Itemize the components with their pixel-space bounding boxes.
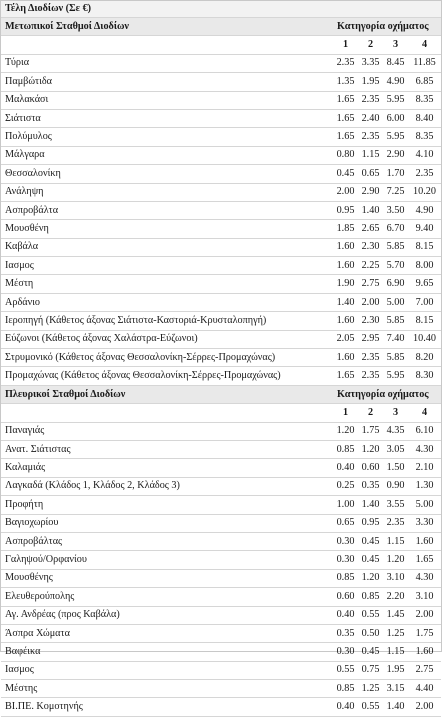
toll-price: 1.60 xyxy=(333,349,358,367)
toll-station-name: Καβάλα xyxy=(1,238,333,256)
table-row xyxy=(1,643,441,661)
toll-price: 1.65 xyxy=(333,109,358,127)
toll-price: 0.55 xyxy=(358,606,383,624)
toll-price: 2.00 xyxy=(358,293,383,311)
toll-price: 0.30 xyxy=(333,643,358,661)
category-number-row xyxy=(1,36,441,54)
toll-price: 1.20 xyxy=(383,551,408,569)
toll-price: 2.00 xyxy=(333,183,358,201)
category-number: 3 xyxy=(383,404,408,422)
toll-price: 4.30 xyxy=(408,569,441,587)
toll-price: 0.65 xyxy=(358,165,383,183)
toll-price: 8.20 xyxy=(408,349,441,367)
toll-price: 9.65 xyxy=(408,275,441,293)
toll-station-name: Ιεροπηγή (Κάθετος άξονας Σιάτιστα-Καστοριά-Κρυσταλοπηγή) xyxy=(1,312,333,330)
toll-station-name: Παμβώτιδα xyxy=(1,73,333,91)
toll-station-name: Λαγκαδά (Κλάδος 1, Κλάδος 2, Κλάδος 3) xyxy=(1,477,333,495)
table-row xyxy=(1,275,441,293)
toll-price: 1.65 xyxy=(333,91,358,109)
toll-price: 5.85 xyxy=(383,312,408,330)
toll-price: 0.95 xyxy=(333,201,358,219)
table-title: Τέλη Διοδίων (Σε €) xyxy=(1,1,441,18)
toll-price: 2.65 xyxy=(358,220,383,238)
table-row xyxy=(1,422,441,440)
toll-price: 2.35 xyxy=(358,367,383,385)
toll-price: 1.75 xyxy=(358,422,383,440)
table-row xyxy=(1,146,441,164)
toll-station-name: Άσπρα Χώματα xyxy=(1,624,333,642)
category-number: 2 xyxy=(358,404,383,422)
table-row xyxy=(1,293,441,311)
toll-price: 0.60 xyxy=(358,459,383,477)
toll-price: 0.85 xyxy=(333,569,358,587)
table-row xyxy=(1,569,441,587)
table-row xyxy=(1,238,441,256)
section-header: Μετωπικοί Σταθμοί Διοδίων xyxy=(1,18,333,36)
toll-station-name: Εύζωνοι (Κάθετος άξονας Χαλάστρα-Εύζωνοι) xyxy=(1,330,333,348)
toll-price: 0.80 xyxy=(333,146,358,164)
toll-price: 10.40 xyxy=(408,330,441,348)
table-row xyxy=(1,588,441,606)
category-number: 4 xyxy=(408,36,441,54)
toll-price: 2.00 xyxy=(408,606,441,624)
category-row-spacer xyxy=(1,36,333,54)
toll-price: 8.45 xyxy=(383,54,408,72)
toll-price: 6.85 xyxy=(408,73,441,91)
toll-price: 0.85 xyxy=(333,680,358,698)
toll-price: 1.60 xyxy=(333,312,358,330)
toll-price: 1.60 xyxy=(408,643,441,661)
toll-price: 0.50 xyxy=(358,624,383,642)
toll-price: 5.95 xyxy=(383,128,408,146)
toll-price: 4.90 xyxy=(408,201,441,219)
toll-price: 2.35 xyxy=(333,54,358,72)
toll-price: 1.30 xyxy=(408,477,441,495)
toll-price: 0.85 xyxy=(333,440,358,458)
section-header: Πλευρικοί Σταθμοί Διοδίων xyxy=(1,385,333,403)
toll-price: 6.00 xyxy=(383,109,408,127)
toll-price: 3.10 xyxy=(383,569,408,587)
toll-price: 1.65 xyxy=(408,551,441,569)
table-title-row xyxy=(1,1,441,18)
toll-station-name: Αρδάνιο xyxy=(1,293,333,311)
toll-price: 3.05 xyxy=(383,440,408,458)
toll-price: 2.75 xyxy=(408,661,441,679)
toll-price: 5.85 xyxy=(383,238,408,256)
toll-price: 11.85 xyxy=(408,54,441,72)
toll-price: 0.55 xyxy=(358,698,383,716)
toll-price: 1.25 xyxy=(358,680,383,698)
toll-station-name: Στρυμονικό (Κάθετος άξονας Θεσσαλονίκη-Σέρρες-Προμαχώνας) xyxy=(1,349,333,367)
toll-price: 8.35 xyxy=(408,128,441,146)
toll-price: 1.90 xyxy=(333,275,358,293)
table-row xyxy=(1,91,441,109)
toll-price: 0.25 xyxy=(333,477,358,495)
table-row xyxy=(1,128,441,146)
table-row xyxy=(1,73,441,91)
toll-price: 0.40 xyxy=(333,459,358,477)
toll-price: 5.95 xyxy=(383,91,408,109)
toll-price: 0.55 xyxy=(333,661,358,679)
toll-price: 0.65 xyxy=(333,514,358,532)
category-row-spacer xyxy=(1,404,333,422)
toll-price: 10.20 xyxy=(408,183,441,201)
toll-price: 8.35 xyxy=(408,91,441,109)
category-number: 4 xyxy=(408,404,441,422)
table-row xyxy=(1,220,441,238)
toll-price: 0.45 xyxy=(358,551,383,569)
toll-price: 0.75 xyxy=(358,661,383,679)
toll-price: 1.15 xyxy=(358,146,383,164)
toll-price: 1.85 xyxy=(333,220,358,238)
toll-price: 4.10 xyxy=(408,146,441,164)
toll-price: 0.40 xyxy=(333,698,358,716)
toll-price: 4.90 xyxy=(383,73,408,91)
toll-price: 3.50 xyxy=(383,201,408,219)
toll-price: 1.60 xyxy=(333,257,358,275)
toll-price: 7.25 xyxy=(383,183,408,201)
table-row xyxy=(1,257,441,275)
toll-station-name: Παναγιάς xyxy=(1,422,333,440)
category-number: 1 xyxy=(333,36,358,54)
category-label: Κατηγορία οχήματος xyxy=(333,385,441,403)
toll-price: 3.55 xyxy=(383,496,408,514)
toll-station-name: Ιασμος xyxy=(1,661,333,679)
toll-station-name: Ανάληψη xyxy=(1,183,333,201)
toll-price: 2.90 xyxy=(358,183,383,201)
table-row xyxy=(1,440,441,458)
toll-price: 0.35 xyxy=(333,624,358,642)
toll-station-name: Μαλακάσι xyxy=(1,91,333,109)
toll-price: 0.60 xyxy=(333,588,358,606)
table-row xyxy=(1,459,441,477)
toll-station-name: Ανατ. Σιάτιστας xyxy=(1,440,333,458)
toll-price: 3.35 xyxy=(358,54,383,72)
toll-station-name: Ασπροβάλτα xyxy=(1,201,333,219)
toll-price: 8.15 xyxy=(408,238,441,256)
toll-price: 5.00 xyxy=(408,496,441,514)
toll-price: 2.75 xyxy=(358,275,383,293)
category-number-row xyxy=(1,404,441,422)
toll-price: 4.35 xyxy=(383,422,408,440)
toll-price: 8.30 xyxy=(408,367,441,385)
toll-price: 2.90 xyxy=(383,146,408,164)
toll-price: 3.15 xyxy=(383,680,408,698)
table-row xyxy=(1,312,441,330)
table-row xyxy=(1,477,441,495)
toll-price: 2.35 xyxy=(358,349,383,367)
table-row xyxy=(1,624,441,642)
table-row xyxy=(1,183,441,201)
table-row xyxy=(1,330,441,348)
table-row xyxy=(1,54,441,72)
toll-station-name: Βαφέικα xyxy=(1,643,333,661)
toll-price: 1.20 xyxy=(333,422,358,440)
table-row xyxy=(1,698,441,716)
toll-price: 1.95 xyxy=(358,73,383,91)
toll-station-name: Σιάτιστα xyxy=(1,109,333,127)
toll-price: 2.35 xyxy=(358,91,383,109)
toll-price: 2.10 xyxy=(408,459,441,477)
category-number: 1 xyxy=(333,404,358,422)
toll-station-name: Βαγιοχωρίου xyxy=(1,514,333,532)
toll-price: 9.40 xyxy=(408,220,441,238)
toll-price: 4.30 xyxy=(408,440,441,458)
toll-price: 3.10 xyxy=(408,588,441,606)
toll-price: 2.25 xyxy=(358,257,383,275)
table-row xyxy=(1,532,441,550)
toll-station-name: Μάλγαρα xyxy=(1,146,333,164)
toll-price: 2.95 xyxy=(358,330,383,348)
toll-station-name: Πολύμυλος xyxy=(1,128,333,146)
toll-price: 1.60 xyxy=(408,532,441,550)
toll-price: 2.00 xyxy=(408,698,441,716)
table-row xyxy=(1,109,441,127)
toll-price: 0.45 xyxy=(358,532,383,550)
toll-price: 0.85 xyxy=(358,588,383,606)
table-row xyxy=(1,661,441,679)
toll-price: 1.40 xyxy=(358,496,383,514)
toll-price: 1.45 xyxy=(383,606,408,624)
toll-price: 0.35 xyxy=(358,477,383,495)
toll-station-name: ΒΙ.ΠΕ. Κομοτηνής xyxy=(1,698,333,716)
toll-price: 5.95 xyxy=(383,367,408,385)
toll-price: 8.00 xyxy=(408,257,441,275)
toll-price: 1.15 xyxy=(383,532,408,550)
table-row xyxy=(1,165,441,183)
table-row xyxy=(1,201,441,219)
toll-price: 4.40 xyxy=(408,680,441,698)
toll-price: 8.15 xyxy=(408,312,441,330)
toll-price: 1.65 xyxy=(333,367,358,385)
toll-table xyxy=(1,1,441,717)
toll-price: 1.40 xyxy=(358,201,383,219)
toll-price: 0.95 xyxy=(358,514,383,532)
toll-price: 2.35 xyxy=(408,165,441,183)
toll-station-name: Μέστη xyxy=(1,275,333,293)
toll-price: 1.60 xyxy=(333,238,358,256)
toll-price: 1.95 xyxy=(383,661,408,679)
toll-price: 1.00 xyxy=(333,496,358,514)
toll-price: 0.45 xyxy=(333,165,358,183)
table-row xyxy=(1,496,441,514)
toll-price: 7.00 xyxy=(408,293,441,311)
toll-price: 0.30 xyxy=(333,532,358,550)
toll-price: 1.65 xyxy=(333,128,358,146)
toll-station-name: Καλαμιάς xyxy=(1,459,333,477)
toll-price: 2.20 xyxy=(383,588,408,606)
toll-price: 0.40 xyxy=(333,606,358,624)
toll-station-name: Θεσσαλονίκη xyxy=(1,165,333,183)
toll-price: 2.30 xyxy=(358,312,383,330)
toll-price: 1.40 xyxy=(333,293,358,311)
toll-price: 0.90 xyxy=(383,477,408,495)
toll-price: 1.25 xyxy=(383,624,408,642)
toll-price: 5.85 xyxy=(383,349,408,367)
toll-price: 5.00 xyxy=(383,293,408,311)
toll-price: 7.40 xyxy=(383,330,408,348)
category-number: 3 xyxy=(383,36,408,54)
table-row xyxy=(1,514,441,532)
toll-price: 1.40 xyxy=(383,698,408,716)
toll-price: 6.10 xyxy=(408,422,441,440)
table-row xyxy=(1,606,441,624)
toll-price: 0.45 xyxy=(358,643,383,661)
category-number: 2 xyxy=(358,36,383,54)
section-header-row xyxy=(1,385,441,403)
toll-station-name: Προμαχώνας (Κάθετος άξονας Θεσσαλονίκη-Σέρρες-Προμαχώνας) xyxy=(1,367,333,385)
toll-price: 6.90 xyxy=(383,275,408,293)
section-header-row xyxy=(1,18,441,36)
toll-station-name: Μέστης xyxy=(1,680,333,698)
toll-table-body xyxy=(1,1,441,716)
table-row xyxy=(1,680,441,698)
toll-price: 0.30 xyxy=(333,551,358,569)
toll-price: 5.70 xyxy=(383,257,408,275)
toll-station-name: Προφήτη xyxy=(1,496,333,514)
toll-price: 3.30 xyxy=(408,514,441,532)
toll-price: 1.70 xyxy=(383,165,408,183)
toll-station-name: Μουσθένη xyxy=(1,220,333,238)
toll-station-name: Μουσθένης xyxy=(1,569,333,587)
table-row xyxy=(1,551,441,569)
toll-station-name: Ασπροβάλτας xyxy=(1,532,333,550)
toll-price: 6.70 xyxy=(383,220,408,238)
toll-station-name: Ελευθερούπολης xyxy=(1,588,333,606)
toll-price: 1.35 xyxy=(333,73,358,91)
toll-price: 2.05 xyxy=(333,330,358,348)
table-row xyxy=(1,349,441,367)
toll-station-name: Γαληψού/Ορφανίου xyxy=(1,551,333,569)
toll-price: 2.35 xyxy=(358,128,383,146)
toll-price: 1.15 xyxy=(383,643,408,661)
category-label: Κατηγορία οχήματος xyxy=(333,18,441,36)
toll-price: 1.50 xyxy=(383,459,408,477)
toll-price: 2.35 xyxy=(383,514,408,532)
toll-station-name: Τύρια xyxy=(1,54,333,72)
toll-price: 1.20 xyxy=(358,569,383,587)
toll-station-name: Αγ. Ανδρέας (προς Καβάλα) xyxy=(1,606,333,624)
toll-price: 2.30 xyxy=(358,238,383,256)
table-row xyxy=(1,367,441,385)
toll-price: 8.40 xyxy=(408,109,441,127)
toll-price: 1.75 xyxy=(408,624,441,642)
toll-station-name: Ιασμος xyxy=(1,257,333,275)
toll-price: 1.20 xyxy=(358,440,383,458)
toll-price: 2.40 xyxy=(358,109,383,127)
